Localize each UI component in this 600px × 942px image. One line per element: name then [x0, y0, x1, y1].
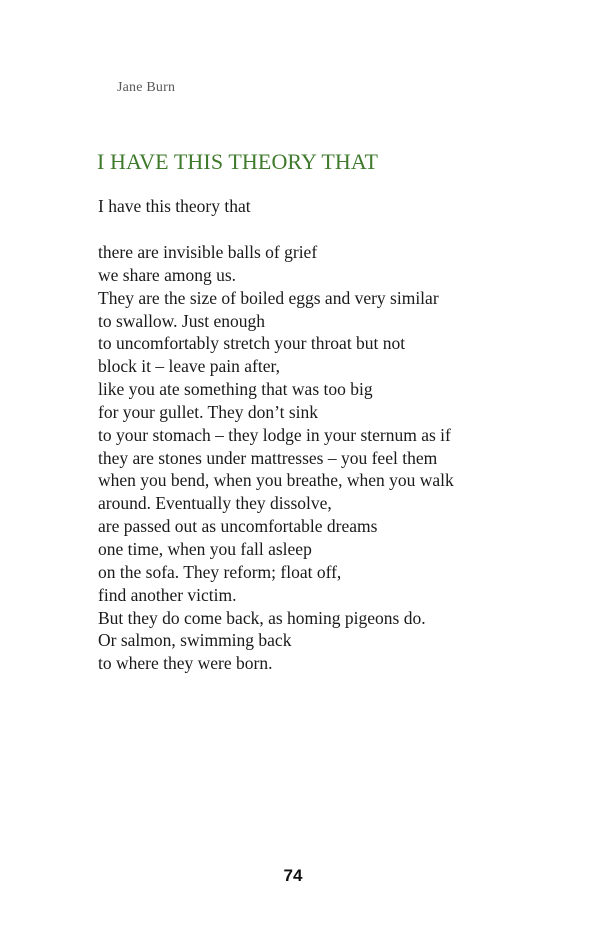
poem-line: find another victim.: [98, 584, 237, 605]
poem-line: one time, when you fall asleep: [98, 538, 312, 559]
poem-line: But they do come back, as homing pigeons do.: [98, 607, 426, 628]
poem-first-line: I have this theory that: [98, 196, 251, 216]
poem-line: They are the size of boiled eggs and very similar: [98, 287, 439, 308]
poem-line: we share among us.: [98, 264, 237, 285]
poem-line: to swallow. Just enough: [98, 310, 266, 331]
page-number: 74: [283, 866, 303, 885]
poem-line: for your gullet. They don’t sink: [98, 401, 319, 422]
poem-line: are passed out as uncomfortable dreams: [98, 516, 378, 537]
poem-line: around. Eventually they dissolve,: [98, 493, 332, 514]
poem-line: to where they were born.: [98, 653, 273, 674]
poem-line: Or salmon, swimming back: [98, 630, 292, 651]
poem-line: there are invisible balls of grief: [98, 242, 318, 262]
poem-line: when you bend, when you breathe, when you walk: [98, 470, 454, 491]
poem-line: on the sofa. They reform; float off,: [98, 561, 342, 582]
poem-line: like you ate something that was too big: [98, 379, 373, 400]
poem-line: to uncomfortably stretch your throat but not: [98, 333, 406, 354]
poem-body: [98, 241, 578, 675]
poem-title: I HAVE THIS THEORY THAT: [97, 149, 378, 174]
poem-line: to your stomach – they lodge in your sternum as if: [98, 424, 451, 445]
poem-line: block it – leave pain after,: [98, 356, 280, 377]
running-header-author: Jane Burn: [117, 80, 176, 95]
poem-line: they are stones under mattresses – you feel them: [98, 447, 438, 468]
